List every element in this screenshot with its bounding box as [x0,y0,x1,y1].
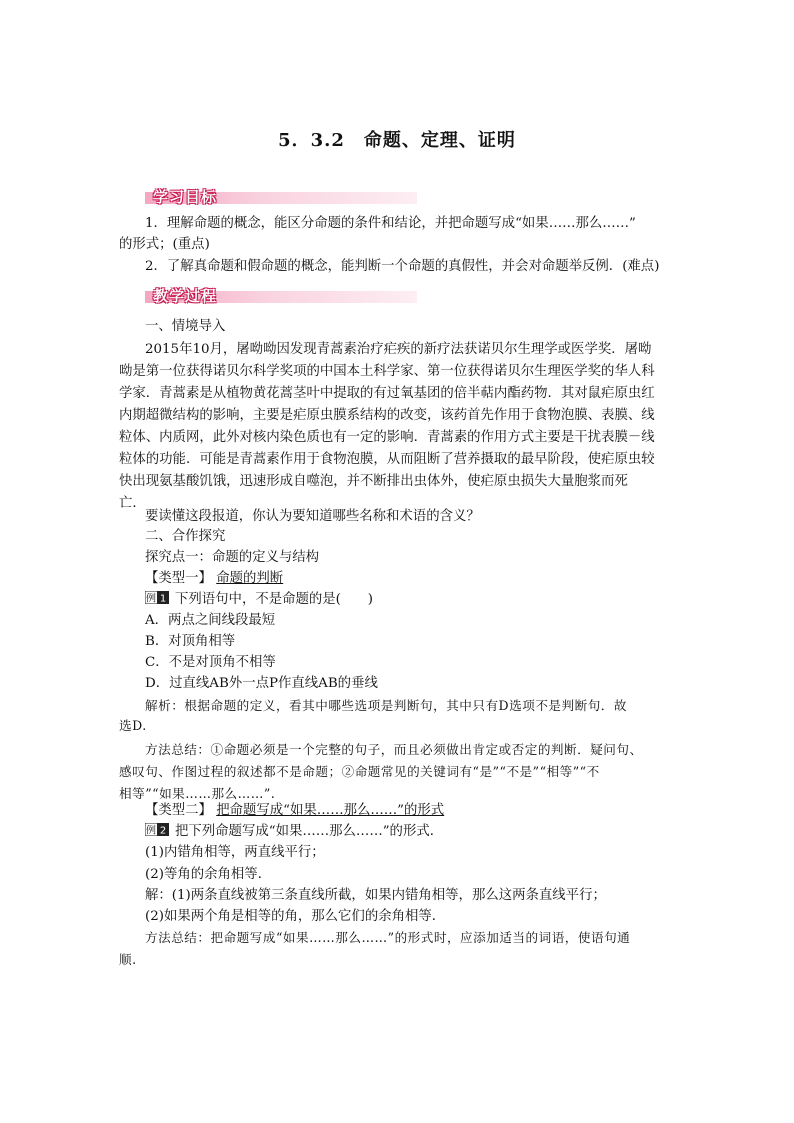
section-banner-goals [145,186,417,210]
section-heading: 二、合作探究 [145,529,226,544]
subsection-heading: 探究点一：命题的定义与结构 [145,550,320,565]
answer-line: (2)如果两个角是相等的角，那么它们的余角相等． [145,909,446,924]
goal-line: 1．理解命题的概念，能区分命题的条件和结论，并把命题写成“如果……那么……” [145,216,636,231]
section-heading: 一、情境导入 [145,319,226,334]
paragraph-line: 2015年10月，屠呦呦因发现青蒿素治疗疟疾的新疗法获诺贝尔生理学或医学奖．屠呦 [145,342,652,357]
example-icon-text-right: 1 [159,593,167,604]
banner-label: 学习目标 [153,188,218,206]
section-banner-process [145,285,417,309]
example-icon-text-left: 例 [146,825,156,836]
goal-line: 的形式；(重点) [119,237,210,252]
option-b: B．对顶角相等 [145,634,236,649]
analysis-line: 解析：根据命题的定义，看其中哪些选项是判断句，其中只有D选项不是判断句．故 [145,698,627,713]
item-line: (2)等角的余角相等． [145,867,272,882]
summary-line: 感叹句、作图过程的叙述都不是命题；②命题常见的关键词有“是”“不是”“相等”“不 [119,764,600,779]
type-heading [145,801,444,821]
example-icon-text-left: 例 [146,593,156,604]
paragraph-line: 亡． [119,496,146,511]
summary-line: 相等”“如果……那么……”. [119,786,276,801]
example-number-icon [145,591,169,604]
banner-label: 教学过程 [153,287,218,305]
summary-line: 方法总结：把命题写成“如果……那么……”的形式时，应添加适当的词语，使语句通 [145,930,631,945]
example-stem-text: 下列语句中，不是命题的是( ) [175,592,373,607]
paragraph-line: 呦是第一位获得诺贝尔科学奖项的中国本土科学家、第一位获得诺贝尔生理医学奖的华人科 [119,364,655,379]
paragraph-line: 学家．青蒿素是从植物黄花蒿茎叶中提取的有过氧基团的倍半萜内酯药物．其对鼠疟原虫红 [119,386,655,401]
type-prefix: 【类型一】 [145,571,212,586]
paragraph-line: 内期超微结构的影响，主要是疟原虫膜系结构的改变，该药首先作用于食物泡膜、表膜、线 [119,408,655,423]
option-d: D．过直线AB外一点P作直线AB的垂线 [145,676,378,691]
item-line: (1)内错角相等，两直线平行； [145,845,325,860]
paragraph-line: 粒体、内质网，此外对核内染色质也有一定的影响．青蒿素的作用方式主要是干扰表膜－线 [119,430,655,445]
type-title: 把命题写成“如果……那么……”的形式 [216,803,445,818]
paragraph-line: 快出现氨基酸饥饿，迅速形成自噬泡，并不断排出虫体外，使疟原虫损失大量胞浆而死 [119,474,628,489]
example-number-icon [145,823,169,836]
type-heading [145,569,283,589]
summary-line: 顺. [119,952,137,967]
paragraph-line: 粒体的功能．可能是青蒿素作用于食物泡膜，从而阻断了营养摄取的最早阶段，使疟原虫较 [119,452,655,467]
example-stem [145,590,373,610]
type-prefix: 【类型二】 [145,803,212,818]
summary-line: 方法总结：①命题必须是一个完整的句子，而且必须做出肯定或否定的判断．疑问句、 [145,742,643,757]
option-c: C．不是对顶角不相等 [145,655,276,670]
analysis-line: 选D. [119,718,147,733]
question-line: 要读懂这段报道，你认为要知道哪些名称和术语的含义？ [145,509,480,524]
example-stem [145,822,443,842]
page-title: 5．3.2 命题、定理、证明 [278,130,516,151]
option-a: A．两点之间线段最短 [145,613,276,628]
answer-line: 解：(1)两条直线被第三条直线所截，如果内错角相等，那么这两条直线平行； [145,888,606,903]
example-icon-text-right: 2 [159,825,167,836]
type-title: 命题的判断 [216,571,284,586]
goal-line: 2．了解真命题和假命题的概念，能判断一个命题的真假性，并会对命题举反例．(难点) [145,259,660,274]
example-stem-text: 把下列命题写成“如果……那么……”的形式． [175,824,444,839]
